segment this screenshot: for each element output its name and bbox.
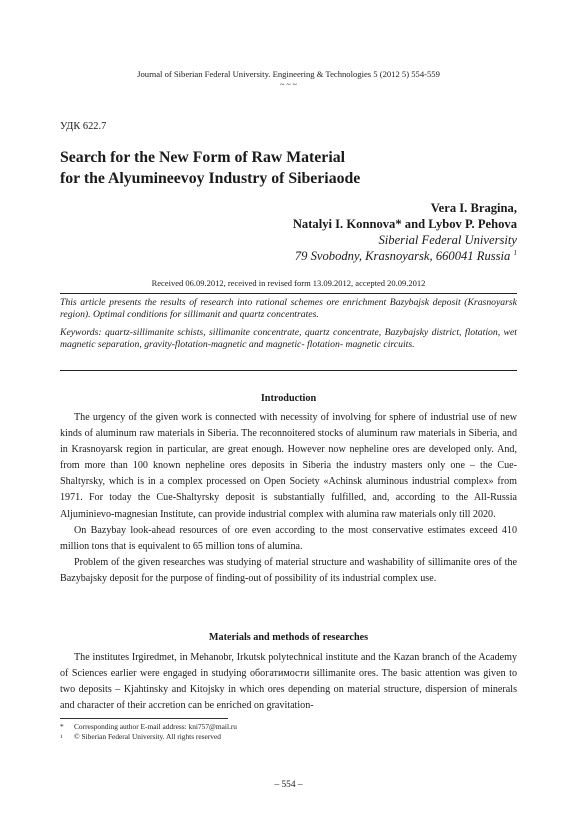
- paragraph: On Bazybay look-ahead resources of ore even according to the most conservative estimates exceed 410 million tons that is equivalent to 65 million tons of alumina.: [60, 524, 517, 552]
- author-line-1: Vera I. Bragina,: [430, 201, 517, 215]
- rule-top: [60, 293, 517, 294]
- introduction-body: [60, 410, 517, 587]
- udc-code: УДК 622.7: [60, 121, 107, 132]
- footnote-text: © Siberian Federal University. All rights reserved: [74, 732, 221, 742]
- methods-body: [60, 650, 517, 714]
- address-text: 79 Svobodny, Krasnoyarsk, 660041 Russia: [294, 249, 511, 263]
- footnote: [60, 722, 517, 732]
- footnote-text: Corresponding author E-mail address: kni757@mail.ru: [74, 722, 238, 731]
- footnote-mark: 1: [60, 734, 63, 741]
- rule-bottom: [60, 370, 517, 371]
- title-line-2: for the Alyumineevoy Industry of Siberiaode: [60, 169, 361, 187]
- journal-header: Journal of Siberian Federal University. Engineering & Technologies 5 (2012 5) 554-559: [137, 69, 440, 79]
- section-heading-methods: Materials and methods of researches: [208, 632, 369, 643]
- footnote-mark: *: [60, 722, 64, 731]
- footnote-rule: [60, 718, 228, 719]
- address-footnote-mark: 1: [513, 248, 517, 257]
- abstract: This article presents the results of research into rational schemes ore enrichment Bazybajsk deposit (Krasnoyarsk region). Optimal conditions for sillimanit and quartz concentrates.: [60, 297, 517, 321]
- author-line-2: Natalyi I. Konnova* and Lybov P. Pehova: [292, 217, 517, 231]
- paragraph: Problem of the given researches was studying of material structure and washability of sillimanite ores of the Bazybajsky deposit for the purpose of finding-out of possibility of its industrial complex use.: [60, 556, 517, 584]
- page-number: – 554 –: [274, 780, 303, 790]
- paragraph: The institutes Irgiredmet, in Mehanobr, Irkutsk polytechnical institute and the Kazan branch of the Academy of Sciences earlier were engaged in studying обогатимости sillimanite ores. The basic attention was given to two deposits – Kjahtinsky and Kitojsky in which ores depending on material structure, dispersion of minerals and character of their accretion can be enriched on gravitation-: [60, 652, 517, 712]
- keywords: Keywords: quartz-sillimanite schists, sillimanite concentrate, quartz concentrate, Bazybajsky district, flotation, wet magnetic separation, gravity-flotation-magnetic and magnetic- flotation- magnetic circuits.: [60, 327, 517, 351]
- header-ornament: ~ ~ ~: [280, 80, 297, 89]
- footnote: [60, 732, 517, 742]
- author-block: [187, 200, 517, 264]
- section-heading-introduction: Introduction: [260, 393, 317, 404]
- paragraph: The urgency of the given work is connected with necessity of involving for sphere of industrial use of new kinds of aluminum raw materials in Siberia. The reconnoitered stocks of aluminum raw materials in Siberia, and in Krasnoyarsk region in particular, are great enough. However now nepheline ores are developed only. And, from more than 100 known nepheline ores deposits in Siberia the industry masters only one – the Cue-Shaltyrsky, which is in a complex processed on Open Society «Achinsk aluminous industrial complex» from 1971. For today the Cue-Shaltyrsky deposit is substantially fulfilled, and, according to the All-Russia Aljuminievo-magnesian Institute, can provide industrial complex with alumina raw materials only till 2020.: [60, 412, 517, 520]
- paper-title: [60, 148, 517, 189]
- address: [187, 248, 517, 264]
- affiliation: Siberial Federal University: [378, 233, 517, 247]
- title-line-1: Search for the New Form of Raw Material: [60, 149, 345, 166]
- received-dates: Received 06.09.2012, received in revised form 13.09.2012, accepted 20.09.2012: [151, 278, 426, 288]
- footnotes: [60, 722, 517, 743]
